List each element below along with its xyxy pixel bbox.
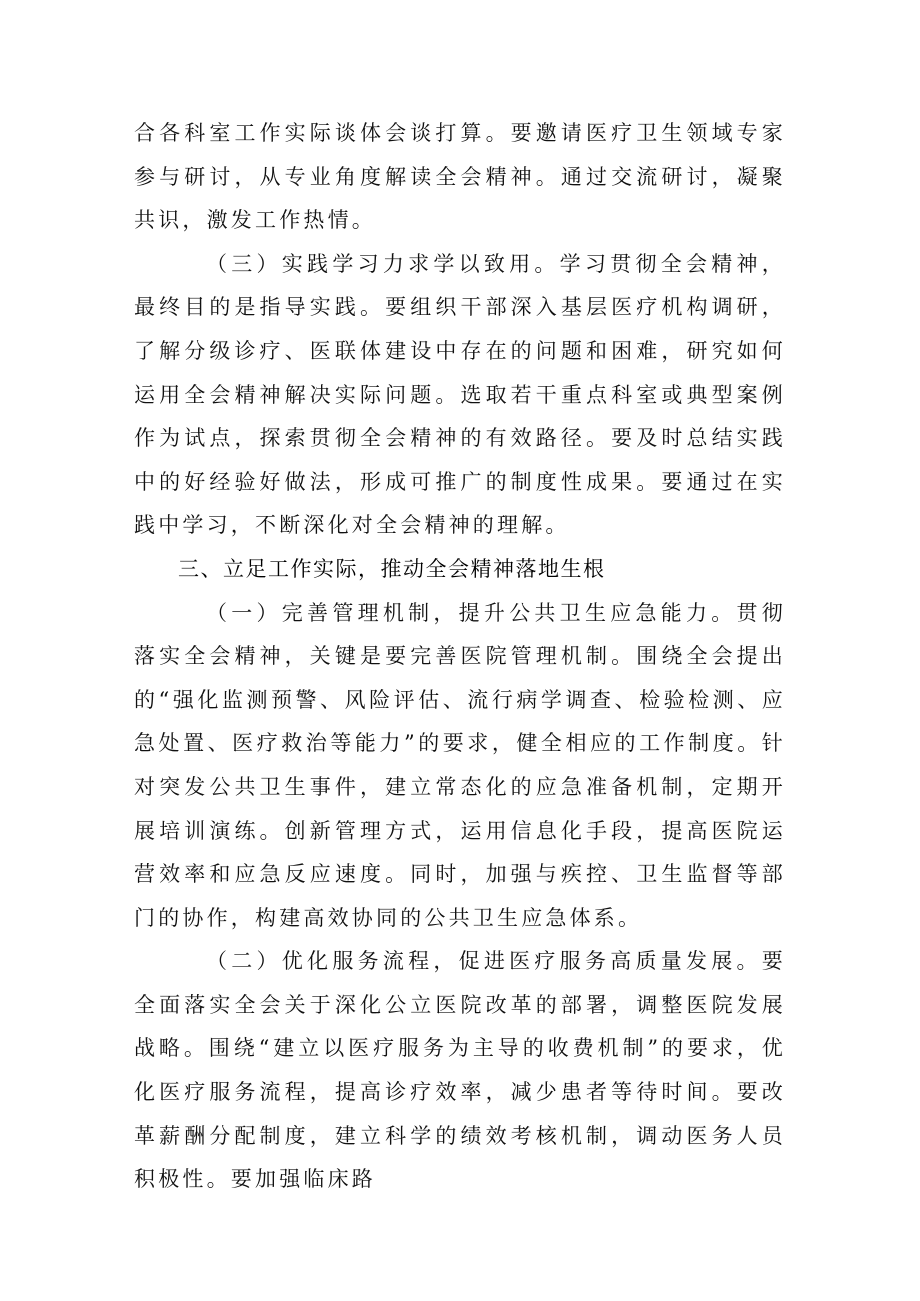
document-body: [134, 112, 786, 1202]
paragraph-practice-learning: （三）实践学习力求学以致用。学习贯彻全会精神，最终目的是指导实践。要组织干部深入基层医疗机构调研，了解分级诊疗、医联体建设中存在的问题和困难，研究如何运用全会精神解决实际问题。选取若干重点科室或典型案例作为试点，探索贯彻全会精神的有效路径。要及时总结实践中的好经验好做法，形成可推广的制度性成果。要通过在实践中学习，不断深化对全会精神的理解。: [134, 251, 786, 538]
paragraph-continuation: 合各科室工作实际谈体会谈打算。要邀请医疗卫生领域专家参与研讨，从专业角度解读全会精神。通过交流研讨，凝聚共识，激发工作热情。: [134, 121, 786, 233]
section-heading-three: 三、立足工作实际，推动全会精神落地生根: [178, 556, 606, 581]
paragraph-management-mechanism: （一）完善管理机制，提升公共卫生应急能力。贯彻落实全会精神，关键是要完善医院管理机制。围绕全会提出的“强化监测预警、风险评估、流行病学调查、检验检测、应急处置、医疗救治等能力”的要求，健全相应的工作制度。针对突发公共卫生事件，建立常态化的应急准备机制，定期开展培训演练。创新管理方式，运用信息化手段，提高医院运营效率和应急反应速度。同时，加强与疾控、卫生监督等部门的协作，构建高效协同的公共卫生应急体系。: [134, 600, 786, 930]
paragraph-service-process: （二）优化服务流程，促进医疗服务高质量发展。要全面落实全会关于深化公立医院改革的部署，调整医院发展战略。围绕“建立以医疗服务为主导的收费机制”的要求，优化医疗服务流程，提高诊疗效率，减少患者等待时间。要改革薪酬分配制度，建立科学的绩效考核机制，调动医务人员积极性。要加强临床路: [134, 949, 786, 1192]
